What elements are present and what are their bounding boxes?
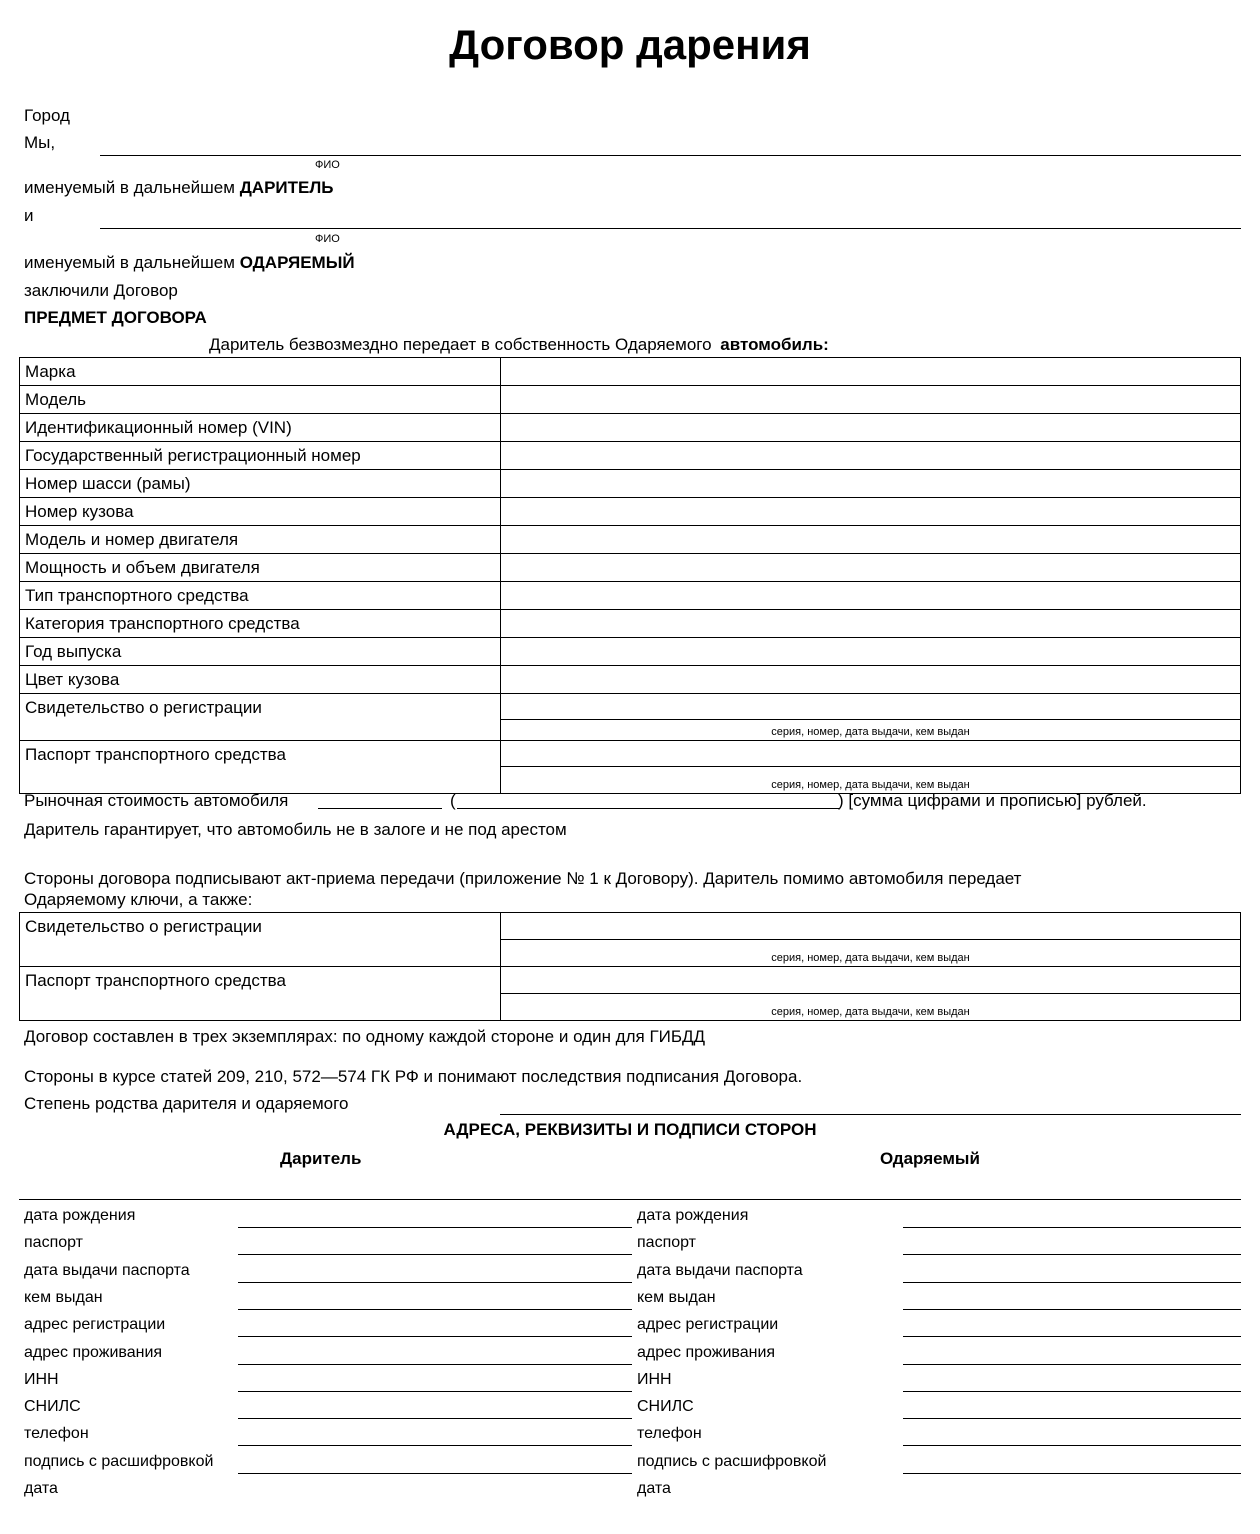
car-field-label: Идентификационный номер (VIN) [20,414,501,442]
donee-field-input[interactable] [903,1227,1241,1228]
donor-field-label: телефон [24,1425,89,1443]
awareness-text: Стороны в курсе статей 209, 210, 572—574 ГК РФ и понимают последствия подписания Договора. [24,1067,803,1086]
car-doc-row [20,694,1241,720]
donee-field-label: адрес регистрации [637,1316,779,1334]
handover-doc-hint: серия, номер, дата выдачи, кем выдан [501,994,1241,1021]
car-field-label: Год выпуска [20,638,501,666]
donor-field-label: дата выдачи паспорта [24,1261,190,1279]
docs-table [19,912,1241,1021]
donor-field-input[interactable] [238,1309,632,1310]
donor-field-input[interactable] [238,1336,632,1337]
car-table-row [20,610,1241,638]
donee-field-label: телефон [637,1425,702,1443]
kinship-label: Степень родства дарителя и одаряемого [24,1094,349,1113]
donee-field-label: паспорт [637,1234,696,1252]
donee-field-label: дата рождения [637,1207,749,1224]
donor-field-input[interactable] [238,1227,632,1228]
car-table-row [20,414,1241,442]
donee-field-input[interactable] [903,1473,1241,1474]
donee-field-label: ИНН [637,1370,672,1388]
car-field-value[interactable] [501,386,1241,414]
transfer-line-1: Стороны договора подписывают акт-приема передачи (приложение № 1 к Договору). Даритель помимо автомобиля передает [24,869,1022,888]
donor-name-field[interactable] [100,155,1241,156]
donor-field-input[interactable] [238,1364,632,1365]
donee-field-input[interactable] [903,1309,1241,1310]
donee-name-field[interactable] [100,228,1241,229]
car-field-value[interactable] [501,414,1241,442]
signatures-heading: АДРЕСА, РЕКВИЗИТЫ И ПОДПИСИ СТОРОН [443,1120,817,1139]
price-suffix: ) [сумма цифрами и прописью] рублей. [838,791,1147,810]
donor-field-label: подпись с расшифровкой [24,1452,214,1470]
car-table-row [20,442,1241,470]
donee-designation [24,254,355,271]
car-doc-row [20,741,1241,767]
price-words-field[interactable] [457,808,839,809]
donee-prefix: именуемый в дальнейшем [24,253,235,272]
subject-intro-text: Даритель безвозмездно передает в собственность Одаряемого [209,335,712,354]
car-field-label: Марка [20,358,501,386]
donee-field-label: дата выдачи паспорта [637,1261,803,1279]
price-label: Рыночная стоимость автомобиля [24,791,289,810]
handover-doc-value[interactable] [501,967,1241,994]
car-doc-hint: серия, номер, дата выдачи, кем выдан [501,720,1241,741]
kinship-field[interactable] [500,1114,1241,1115]
car-doc-value[interactable] [501,741,1241,767]
donee-field-label: адрес проживания [637,1343,776,1361]
donor-field-label: СНИЛС [24,1398,81,1416]
car-doc-label: Паспорт транспортного средства [20,741,501,794]
donor-field-label: адрес регистрации [24,1316,166,1334]
donor-term: ДАРИТЕЛЬ [239,178,334,197]
car-table-row [20,638,1241,666]
donee-field-input[interactable] [903,1364,1241,1365]
donor-field-input[interactable] [238,1473,632,1474]
donor-field-input[interactable] [238,1445,632,1446]
donor-designation [24,179,334,196]
donee-field-label: подпись с расшифровкой [637,1452,827,1470]
handover-doc-row [20,913,1241,940]
car-table [19,357,1241,794]
and-label: и [24,206,34,225]
transfer-line-2: Одаряемому ключи, а также: [24,890,253,909]
car-field-value[interactable] [501,638,1241,666]
donee-field-input[interactable] [903,1445,1241,1446]
car-doc-hint: серия, номер, дата выдачи, кем выдан [501,767,1241,794]
car-field-value[interactable] [501,554,1241,582]
donor-column-title: Даритель [280,1149,362,1168]
car-field-value[interactable] [501,666,1241,694]
handover-doc-label: Паспорт транспортного средства [20,967,501,1021]
donee-field-input[interactable] [903,1391,1241,1392]
car-doc-label: Свидетельство о регистрации [20,694,501,741]
car-field-label: Модель [20,386,501,414]
car-field-value[interactable] [501,470,1241,498]
donee-field-input[interactable] [903,1336,1241,1337]
car-field-value[interactable] [501,442,1241,470]
city-label: Город [24,106,70,125]
car-field-label: Тип транспортного средства [20,582,501,610]
signatures-divider [19,1199,1241,1200]
donor-field-label: адрес проживания [24,1343,163,1361]
car-table-row [20,358,1241,386]
car-field-label: Номер кузова [20,498,501,526]
handover-doc-row [20,967,1241,994]
car-field-label: Категория транспортного средства [20,610,501,638]
car-table-row [20,666,1241,694]
subject-heading: ПРЕДМЕТ ДОГОВОРА [24,308,207,327]
handover-doc-hint: серия, номер, дата выдачи, кем выдан [501,940,1241,967]
car-field-label: Модель и номер двигателя [20,526,501,554]
we-label: Мы, [24,133,56,152]
car-field-label: Мощность и объем двигателя [20,554,501,582]
car-table-row [20,526,1241,554]
handover-doc-label: Свидетельство о регистрации [20,913,501,967]
donor-field-input[interactable] [238,1391,632,1392]
donee-field-input[interactable] [903,1282,1241,1283]
subject-intro-bold: автомобиль: [720,335,829,354]
donor-field-input[interactable] [238,1418,632,1419]
donee-column-title: Одаряемый [880,1149,980,1168]
donor-field-label: паспорт [24,1234,83,1252]
car-field-label: Государственный регистрационный номер [20,442,501,470]
car-table-row [20,498,1241,526]
car-field-value[interactable] [501,498,1241,526]
car-table-row [20,554,1241,582]
guarantee-text: Даритель гарантирует, что автомобиль не в залоге и не под арестом [24,820,567,839]
donor-field-input[interactable] [238,1282,632,1283]
car-field-value[interactable] [501,526,1241,554]
donor-field-label: дата рождения [24,1207,136,1224]
car-field-label: Цвет кузова [20,666,501,694]
car-field-value[interactable] [501,582,1241,610]
donee-field-label: дата [637,1480,671,1497]
donee-field-label: кем выдан [637,1288,716,1306]
car-field-value[interactable] [501,610,1241,638]
donor-field-input[interactable] [238,1254,632,1255]
price-open-paren: ( [450,791,456,810]
car-table-row [20,470,1241,498]
copies-text: Договор составлен в трех экземплярах: по одному каждой стороне и один для ГИБДД [24,1027,706,1046]
car-field-value[interactable] [501,358,1241,386]
car-field-label: Номер шасси (рамы) [20,470,501,498]
donor-field-label: дата [24,1480,58,1497]
fio-hint-donee: ФИО [315,233,340,245]
car-doc-value[interactable] [501,694,1241,720]
fio-hint-donor: ФИО [315,159,340,171]
donor-field-label: кем выдан [24,1288,103,1306]
subject-intro [209,336,829,353]
donee-field-input[interactable] [903,1254,1241,1255]
handover-doc-value[interactable] [501,913,1241,940]
donee-field-label: СНИЛС [637,1398,694,1416]
car-table-row [20,582,1241,610]
donor-prefix: именуемый в дальнейшем [24,178,235,197]
donee-field-input[interactable] [903,1418,1241,1419]
document-title: Договор дарения [449,21,811,68]
donee-term: ОДАРЯЕМЫЙ [239,253,355,272]
car-table-row [20,386,1241,414]
price-digits-field[interactable] [318,808,442,809]
donor-field-label: ИНН [24,1370,59,1388]
concluded-text: заключили Договор [24,281,178,300]
